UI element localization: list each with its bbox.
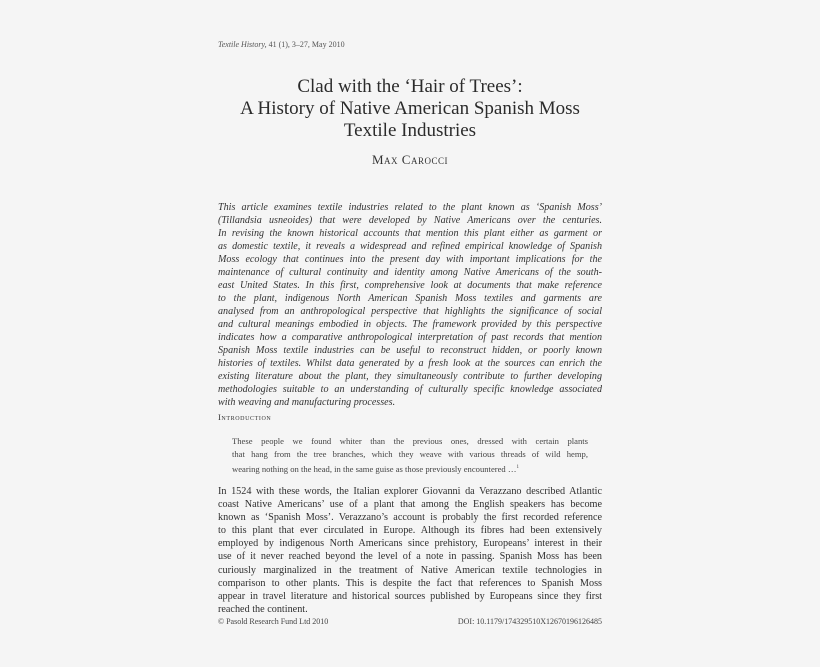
abstract-line: In revising the known historical accounts that mention this plant either as garment or [218,228,602,239]
abstract-line: to the plant, indigenous North American Spanish Moss textiles and garments are [218,293,602,304]
title-line: Textile Industries [343,120,477,141]
doi-reference[interactable]: DOI: 10.1179/174329510X12670196126485 [457,617,602,626]
body-line: comparison to other plants. This is despite the fact that references to Spanish Moss [218,577,602,589]
section-heading-introduction: Introduction [218,412,272,422]
abstract [218,201,602,409]
journal-name: Textile History, [218,40,267,49]
author-name: Max Carocci [372,152,448,167]
body-line: appear in travel literature and historical sources published by Europeans since they first [218,590,602,602]
quote-line: These people we found whiter than the previous ones, dressed with certain plants [232,436,588,446]
abstract-line: Moss ecology that continues into the present day with important implications for the [218,254,602,265]
title-line: Clad with the ‘Hair of Trees’: [297,76,523,97]
quote-line: that hang from the tree branches, which they weave with various threads of wild hemp, [232,449,588,459]
abstract-line: with weaving and manufacturing processes. [218,397,396,408]
quote-line: wearing nothing on the head, in the same guise as those previously encountered … [232,463,517,474]
body-line: reached the continent. [218,603,308,615]
abstract-line: maintenance of cultural continuity and identity among Native Americans of the south- [218,267,602,278]
abstract-line: (Tillandsia usneoides) that were developed by Native Americans over the centuries. [218,215,602,226]
copyright-notice: © Pasold Research Fund Ltd 2010 [218,617,329,626]
epigraph-quote [232,435,588,476]
body-line: employed by indigenous North Americans since prehistory, Europeans’ interest in their [218,538,602,550]
body-line: In 1524 with these words, the Italian explorer Giovanni da Verazzano described Atlantic [218,486,602,497]
abstract-line: existing literature about the plant, they simultaneously contribute to further developing [218,371,602,382]
abstract-line: indicates how a comparative anthropological interpretation of past records that mention [218,332,602,343]
body-line: use of it never reached beyond the level of a note in passing. Spanish Moss has been [218,551,602,563]
journal-details: 41 (1), 3–27, May 2010 [266,40,345,49]
body-line: coast Native Americans’ use of a plant that among the English speakers has become [218,499,602,511]
abstract-line: as domestic textile, it reveals a widespread and refined empirical knowledge of Spanish [218,241,602,252]
abstract-line: histories of textiles. Whilst data generated by a fresh look at the sources can enrich the [218,358,602,369]
journal-reference [218,40,345,49]
title-line: A History of Native American Spanish Moss [240,98,580,119]
body-line: curiously marginalized in the treatment of Native American textile technologies in [218,564,602,576]
abstract-line: Spanish Moss textile industries can be useful to reconstruct hidden, or poorly known [218,345,602,356]
introduction-paragraph [218,485,602,616]
abstract-line: and cultural meanings embodied in objects. The framework provided by this perspective [218,319,602,330]
abstract-line: This article examines textile industries related to the plant known as ‘Spanish Moss’ [218,202,602,213]
body-line: to this plant that ever circulated in Europe. Although its fibres had been extensively [218,525,602,537]
abstract-line: analysed from an anthropological perspective that highlights the significance of social [218,306,602,317]
footnote-marker[interactable]: 1 [516,465,519,470]
body-line: known as ‘Spanish Moss’. Verazzano’s account is probably the first recorded reference [218,512,602,524]
abstract-line: methodologies suitable to an understanding of culturally specific knowledge associated [218,384,602,395]
quote-line-last [232,461,588,476]
abstract-line: east United States. In this first, comprehensive look at documents that make reference [218,280,602,291]
article-title [206,76,614,142]
